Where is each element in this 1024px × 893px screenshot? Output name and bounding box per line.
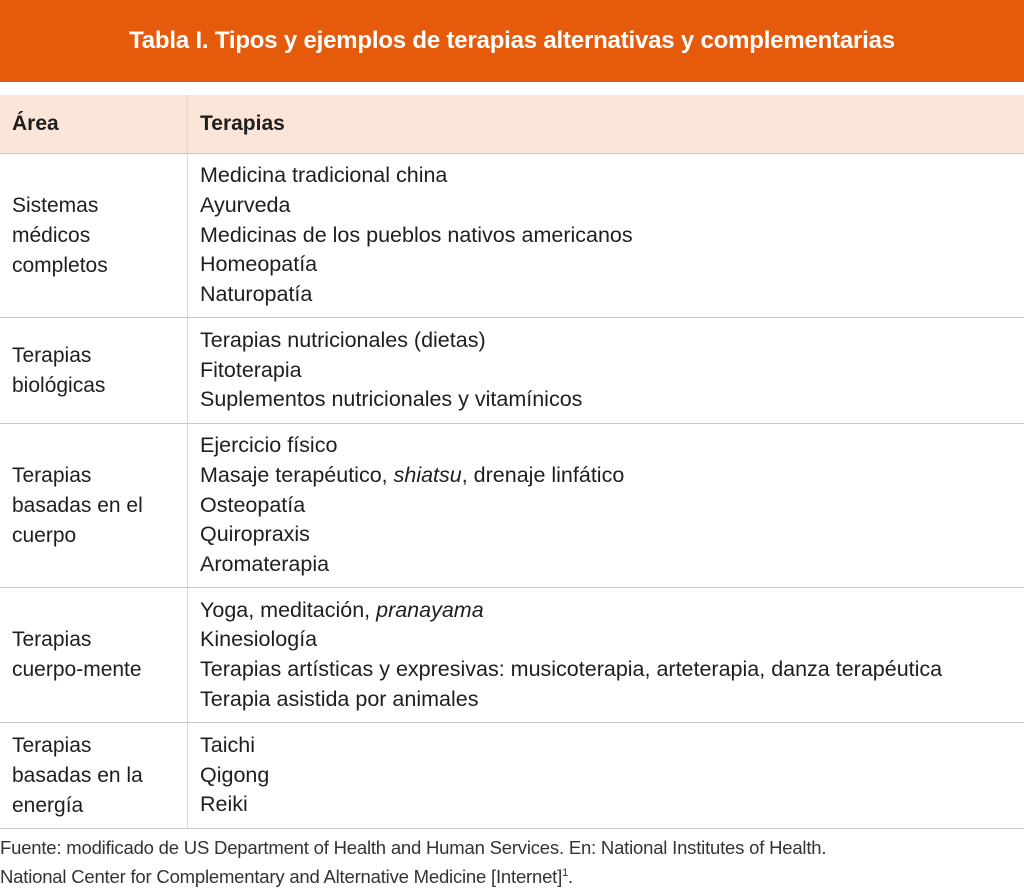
therapy-item-italic: shiatsu [393, 462, 462, 487]
therapy-item [200, 326, 1024, 356]
therapy-item-text: Yoga, meditación, [200, 597, 377, 622]
therapy-item [200, 356, 1024, 386]
source-line-2-text: National Center for Complementary and Alternative Medicine [Internet] [0, 866, 563, 887]
therapy-item-text: Osteopatía [200, 492, 306, 517]
therapy-item [200, 161, 1024, 191]
source-note [0, 833, 1024, 891]
therapy-item [200, 625, 1024, 655]
therapy-item [200, 685, 1024, 715]
table-row [0, 424, 1024, 588]
reference-superscript: 1 [562, 866, 568, 879]
therapy-item-text: Ejercicio físico [200, 433, 338, 458]
therapy-item-text: Medicinas de los pueblos nativos americanos [200, 222, 633, 247]
therapies-cell [188, 318, 1024, 423]
table-header-row [0, 95, 1024, 154]
area-cell [0, 588, 188, 722]
therapy-item [200, 461, 1024, 491]
therapy-item [200, 191, 1024, 221]
table-row [0, 154, 1024, 318]
table-body [0, 154, 1024, 829]
area-cell [0, 318, 188, 423]
therapy-item [200, 655, 1024, 685]
therapies-cell [188, 588, 1024, 722]
therapy-item-text: Taichi [200, 732, 255, 757]
area-cell [0, 723, 188, 828]
therapies-cell [188, 723, 1024, 828]
therapy-item [200, 221, 1024, 251]
header-area: Área [0, 95, 188, 153]
source-line-2-end: . [567, 866, 573, 887]
therapy-item [200, 491, 1024, 521]
area-cell [0, 154, 188, 317]
table-row [0, 318, 1024, 424]
therapy-item [200, 520, 1024, 550]
table-row [0, 723, 1024, 829]
therapy-item-text: Masaje terapéutico, [200, 462, 394, 487]
therapy-item-italic: pranayama [376, 597, 484, 622]
therapy-item-text: Homeopatía [200, 252, 318, 277]
source-line-2 [0, 862, 1024, 891]
area-label: Terapias basadas en el cuerpo [12, 463, 143, 547]
area-label: Terapias cuerpo-mente [12, 628, 142, 681]
therapy-item [200, 596, 1024, 626]
therapy-item-text: Terapias artísticas y expresivas: musicoterapia, arteterapia, danza terapéutica [200, 657, 943, 681]
header-therapies: Terapias [200, 112, 285, 135]
therapies-table [0, 95, 1024, 829]
therapy-item-text: Kinesiología [200, 627, 318, 652]
table-title: Tabla I. Tipos y ejemplos de terapias alternativas y complementarias [129, 27, 895, 54]
therapy-item-text: Fitoterapia [200, 357, 302, 382]
therapy-item-text: Terapias nutricionales (dietas) [200, 327, 486, 352]
area-label: Terapias basadas en la energía [12, 733, 143, 817]
therapy-item-text: Suplementos nutricionales y vitamínicos [200, 387, 583, 412]
therapy-item-text: Terapia asistida por animales [200, 686, 479, 711]
area-label: Sistemas médicos completos [12, 193, 108, 277]
area-label: Terapias biológicas [12, 343, 106, 397]
therapy-item [200, 431, 1024, 461]
therapy-item-text: Reiki [200, 792, 248, 817]
therapy-item [200, 790, 1024, 820]
therapy-item [200, 385, 1024, 415]
therapy-item [200, 280, 1024, 310]
therapy-item-text: , drenaje linfático [461, 462, 625, 487]
therapy-item-text: Ayurveda [200, 192, 291, 217]
therapy-item-text: Qigong [200, 762, 270, 787]
therapies-cell [188, 424, 1024, 587]
table-title-bar [0, 0, 1024, 82]
area-cell [0, 424, 188, 587]
therapy-item [200, 731, 1024, 761]
therapy-item-text: Quiropraxis [200, 522, 310, 547]
therapy-item-text: Medicina tradicional china [200, 163, 448, 188]
therapy-item [200, 250, 1024, 280]
therapy-item [200, 761, 1024, 791]
therapies-cell [188, 154, 1024, 317]
source-line-1: Fuente: modificado de US Department of Health and Human Services. En: National Institutes of Health. [0, 837, 827, 858]
therapy-item [200, 550, 1024, 580]
therapy-item-text: Aromaterapia [200, 552, 330, 577]
therapy-item-text: Naturopatía [200, 282, 313, 307]
table-row [0, 588, 1024, 723]
